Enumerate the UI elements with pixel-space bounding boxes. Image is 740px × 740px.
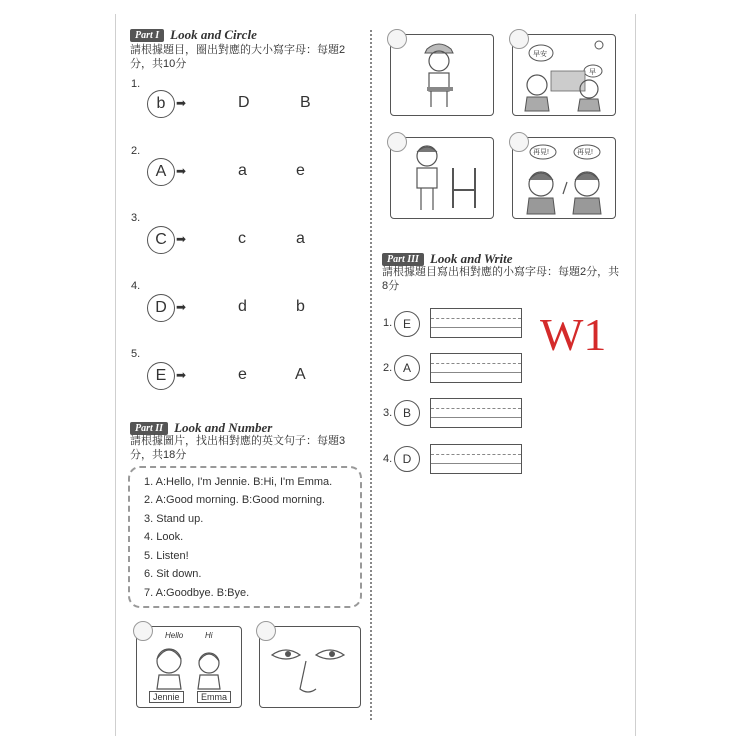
picture-hello-panel: Hello Hi Jennie Emma <box>136 626 242 708</box>
name-label: Emma <box>197 691 231 703</box>
part1-instruction: 請根據題目，圈出對應的大小寫字母：每題2分，共10分 <box>130 44 346 70</box>
part3-title: Look and Write <box>429 251 513 266</box>
picture-stand-panel <box>390 137 494 219</box>
column-divider <box>370 30 372 720</box>
letter-bubble: E <box>394 311 420 337</box>
arrow-icon: ➡ <box>176 368 187 382</box>
part3-instruction: 請根據題目寫出相對應的小寫字母：每題2分，共8分 <box>382 266 620 292</box>
name-label: Jennie <box>149 691 184 703</box>
sentence-item: 2. A:Good morning. B:Good morning. <box>144 494 325 506</box>
option[interactable]: D <box>238 94 250 111</box>
children-goodbye-illustration <box>513 138 615 218</box>
option[interactable]: b <box>296 298 305 315</box>
letter-bubble: A <box>394 355 420 381</box>
option[interactable]: e <box>296 162 305 179</box>
picture-look-panel <box>259 626 361 708</box>
letter-bubble: E <box>147 362 175 390</box>
writing-lines[interactable] <box>430 444 522 474</box>
arrow-icon: ➡ <box>176 300 187 314</box>
children-morning-illustration <box>513 35 615 115</box>
arrow-icon: ➡ <box>176 96 187 110</box>
boy-standing-illustration <box>391 138 493 218</box>
sentence-item: 5. Listen! <box>144 550 189 562</box>
letter-bubble: C <box>147 226 175 254</box>
sentence-item: 6. Sit down. <box>144 568 202 580</box>
option[interactable]: a <box>296 230 305 247</box>
picture-bye-panel: 再見! 再見! <box>512 137 616 219</box>
part2-title: Look and Number <box>174 420 273 435</box>
part1-tag: Part I <box>130 29 164 42</box>
letter-bubble: b <box>147 90 175 118</box>
letter-bubble: D <box>147 294 175 322</box>
writing-lines[interactable] <box>430 353 522 383</box>
option[interactable]: B <box>300 94 311 111</box>
writing-lines[interactable] <box>430 398 522 428</box>
part2-tag: Part II <box>130 422 168 435</box>
option[interactable]: A <box>295 366 306 383</box>
option[interactable]: c <box>238 230 246 247</box>
sentence-box <box>128 466 362 608</box>
part2-instruction: 請根據圖片，找出相對應的英文句子：每題3分，共18分 <box>130 435 346 461</box>
part3-tag: Part III <box>382 253 424 266</box>
letter-bubble: A <box>147 158 175 186</box>
eyes-nose-illustration <box>260 627 360 707</box>
arrow-icon: ➡ <box>176 232 187 246</box>
sentence-item: 4. Look. <box>144 531 184 543</box>
arrow-icon: ➡ <box>176 164 187 178</box>
boy-sitting-illustration <box>391 35 493 115</box>
picture-morning-panel: 早安 早 <box>512 34 616 116</box>
picture-sit-panel <box>390 34 494 116</box>
letter-bubble: B <box>394 400 420 426</box>
part1-header <box>130 27 257 43</box>
sentence-item: 7. A:Goodbye. B:Bye. <box>144 587 250 599</box>
part1-title: Look and Circle <box>170 27 257 42</box>
w1-stamp: W1 <box>540 309 607 360</box>
option[interactable]: d <box>238 298 247 315</box>
sentence-item: 1. A:Hello, I'm Jennie. B:Hi, I'm Emma. <box>144 476 333 488</box>
sentence-item: 3. Stand up. <box>144 513 204 525</box>
letter-bubble: D <box>394 446 420 472</box>
option[interactable]: a <box>238 162 247 179</box>
writing-lines[interactable] <box>430 308 522 338</box>
option[interactable]: e <box>238 366 247 383</box>
